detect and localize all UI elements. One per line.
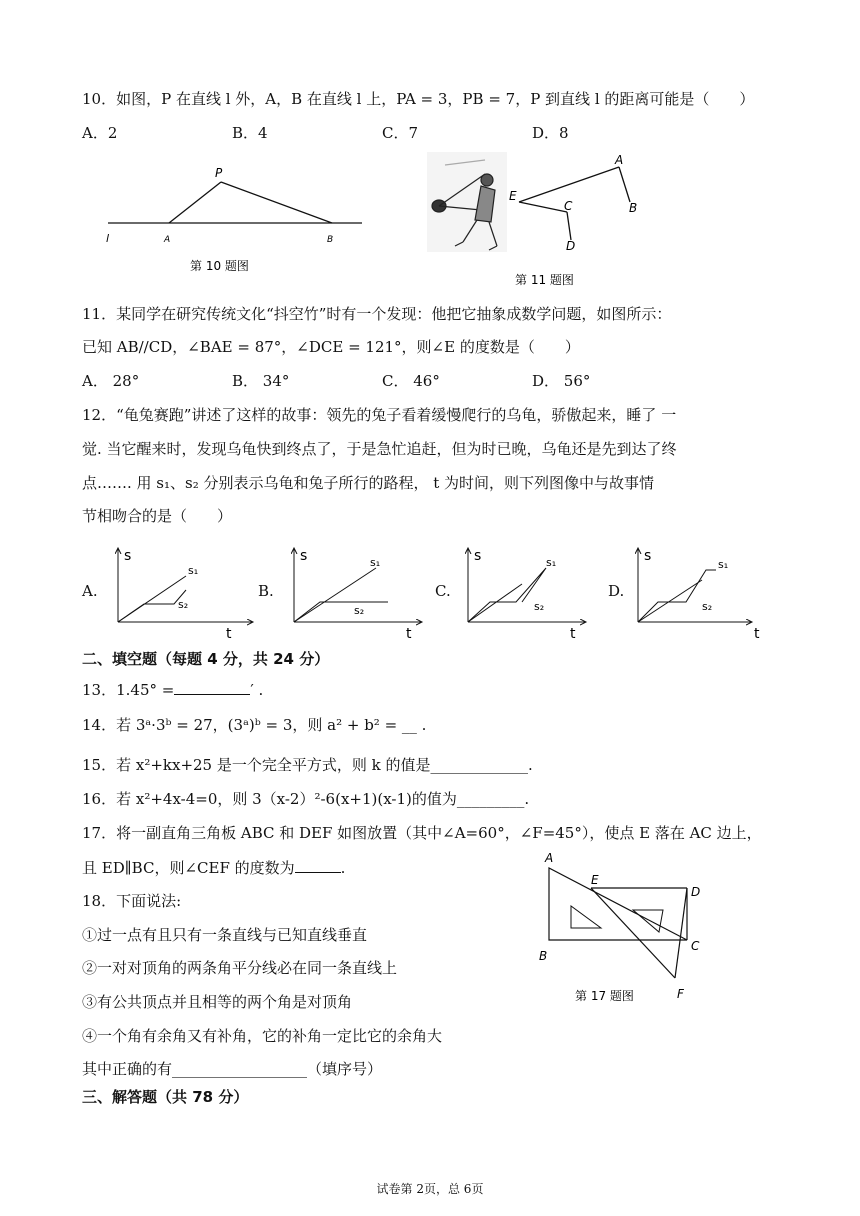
segment-ec <box>519 202 567 212</box>
q12-graph-d <box>628 540 783 640</box>
q12-line4: 节相吻合的是（ ） <box>82 507 233 525</box>
q10-stem: 10．如图，P 在直线 l 外，A，B 在直线 l 上，PA = 3，PB = 7，P 到直线 l 的距离可能是（ ） <box>82 90 755 108</box>
point-b-label: B <box>629 201 638 215</box>
s2-line <box>118 590 189 622</box>
q18-title: 18．下面说法: <box>82 892 182 910</box>
q17-end: . <box>340 859 346 877</box>
point-b-label: B <box>327 235 334 245</box>
q10-option-c: C．7 <box>382 124 419 142</box>
s2-label: s₂ <box>354 604 365 617</box>
q18-item-1: ①过一点有且只有一条直线与已知直线垂直 <box>82 926 368 944</box>
q17-caption: 第 17 题图 <box>575 989 634 1003</box>
q12-option-d-label: D. <box>608 582 625 600</box>
q12-option-b-label: B. <box>258 582 274 600</box>
q17-line2 <box>82 856 345 879</box>
segment-df <box>675 888 687 978</box>
s1-label: s₁ <box>370 556 381 569</box>
point-e-label: E <box>591 873 599 887</box>
s2-label: s₂ <box>702 600 713 613</box>
s1-line <box>468 584 522 622</box>
q12-line3: 点……. 用 s₁、s₂ 分别表示乌龟和兔子所行的路程， t 为时间，则下列图像中与故事情 <box>82 474 655 492</box>
point-a-label: A <box>615 153 624 167</box>
segment-cd <box>567 212 571 240</box>
s1-line <box>638 580 702 622</box>
t-axis-label: t <box>570 626 576 640</box>
q13 <box>82 678 263 701</box>
page-footer: 试卷第 2页，总 6页 <box>376 1182 484 1196</box>
segment-ea <box>519 167 619 202</box>
s-axis-label: s <box>474 548 482 564</box>
s2-label: s₂ <box>534 600 545 613</box>
point-c-label: C <box>564 199 573 213</box>
section-solution-heading: 三、解答题（共 78 分） <box>82 1088 249 1106</box>
point-p-label: P <box>215 166 223 180</box>
q10-option-a: A．2 <box>82 124 118 142</box>
s-axis-label: s <box>124 548 132 564</box>
segment-pa <box>169 182 221 223</box>
t-axis-label: t <box>754 626 760 640</box>
q12-graph-b <box>284 540 439 640</box>
q10-figure <box>100 162 370 272</box>
s1-label: s₁ <box>546 556 557 569</box>
q10-caption: 第 10 题图 <box>190 259 249 272</box>
line-l-label: l <box>106 232 110 245</box>
q10-option-d: D．8 <box>532 124 569 142</box>
q11-option-b: B． 34° <box>232 372 290 390</box>
q12-graph-a <box>108 540 263 640</box>
q13-unit: ′ . <box>250 681 264 699</box>
triangle-abc <box>549 868 687 940</box>
q11-line1: 11．某同学在研究传统文化“抖空竹”时有一个发现：他把它抽象成数学问题，如图所示： <box>82 305 672 323</box>
point-f-label: F <box>677 987 684 1001</box>
q15: 15．若 x²+kx+25 是一个完全平方式，则 k 的值是_____________. <box>82 756 533 774</box>
q12-option-c-label: C. <box>435 582 451 600</box>
q18-answer: 其中正确的有__________________（填序号） <box>82 1060 383 1078</box>
q10-option-b: B．4 <box>232 124 268 142</box>
segment-pb <box>221 182 332 223</box>
q12-line1: 12．“龟兔赛跑”讲述了这样的故事：领先的兔子看着缓慢爬行的乌龟，骄傲起来，睡了 一 <box>82 406 677 424</box>
q17-answer-blank[interactable] <box>295 856 341 873</box>
q12-graph-c <box>458 540 613 640</box>
point-b-label: B <box>539 949 548 963</box>
q18-item-2: ②一对对顶角的两条角平分线必在同一条直线上 <box>82 959 398 977</box>
diabolo-player-illustration <box>427 152 507 252</box>
q18-item-3: ③有公共顶点并且相等的两个角是对顶角 <box>82 993 353 1011</box>
point-a-label: A <box>545 851 554 865</box>
s-axis-label: s <box>300 548 308 564</box>
inner-hole-right <box>633 910 663 932</box>
segment-ef <box>591 888 675 978</box>
q17-text: 且 ED∥BC，则∠CEF 的度数为 <box>82 859 295 877</box>
q11-option-a: A． 28° <box>82 372 140 390</box>
q16: 16．若 x²+4x-4=0，则 3（x-2）²-6(x+1)(x-1)的值为_________. <box>82 790 530 808</box>
s2-label: s₂ <box>178 598 189 611</box>
segment-ab <box>619 167 630 202</box>
q13-text: 13．1.45° = <box>82 681 175 699</box>
t-axis-label: t <box>226 626 232 640</box>
q17-figure <box>535 848 715 1008</box>
s-axis-label: s <box>644 548 652 564</box>
q12-option-a-label: A. <box>82 582 98 600</box>
s1-label: s₁ <box>718 558 729 571</box>
q11-option-c: C． 46° <box>382 372 440 390</box>
q17-line1: 17．将一副直角三角板 ABC 和 DEF 如图放置（其中∠A=60°，∠F=45°），使点 E 落在 AC 边上， <box>82 824 762 842</box>
q13-answer-blank[interactable] <box>174 678 250 695</box>
inner-hole-left <box>571 906 601 928</box>
q11-option-d: D． 56° <box>532 372 591 390</box>
s2-line <box>294 602 388 622</box>
q12-line2: 觉. 当它醒来时，发现乌龟快到终点了，于是急忙追赶，但为时已晚，乌龟还是先到达了终 <box>82 440 677 458</box>
point-d-label: D <box>691 885 701 899</box>
q11-figure <box>425 150 650 290</box>
point-c-label: C <box>691 939 700 953</box>
point-a-label: A <box>164 235 171 245</box>
q14: 14．若 3ᵃ·3ᵇ = 27，(3ᵃ)ᵇ = 3，则 a² + b² = __ . <box>82 716 427 734</box>
t-axis-label: t <box>406 626 412 640</box>
q11-caption: 第 11 题图 <box>515 273 574 287</box>
q18-item-4: ④一个角有余角又有补角，它的补角一定比它的余角大 <box>82 1027 443 1045</box>
s1-label: s₁ <box>188 564 199 577</box>
point-d-label: D <box>566 239 576 253</box>
q11-line2: 已知 AB//CD，∠BAE = 87°，∠DCE = 121°，则∠E 的度数是（ ） <box>82 338 580 356</box>
section-fill-in-heading: 二、填空题（每题 4 分，共 24 分） <box>82 650 330 668</box>
point-e-label: E <box>509 189 517 203</box>
